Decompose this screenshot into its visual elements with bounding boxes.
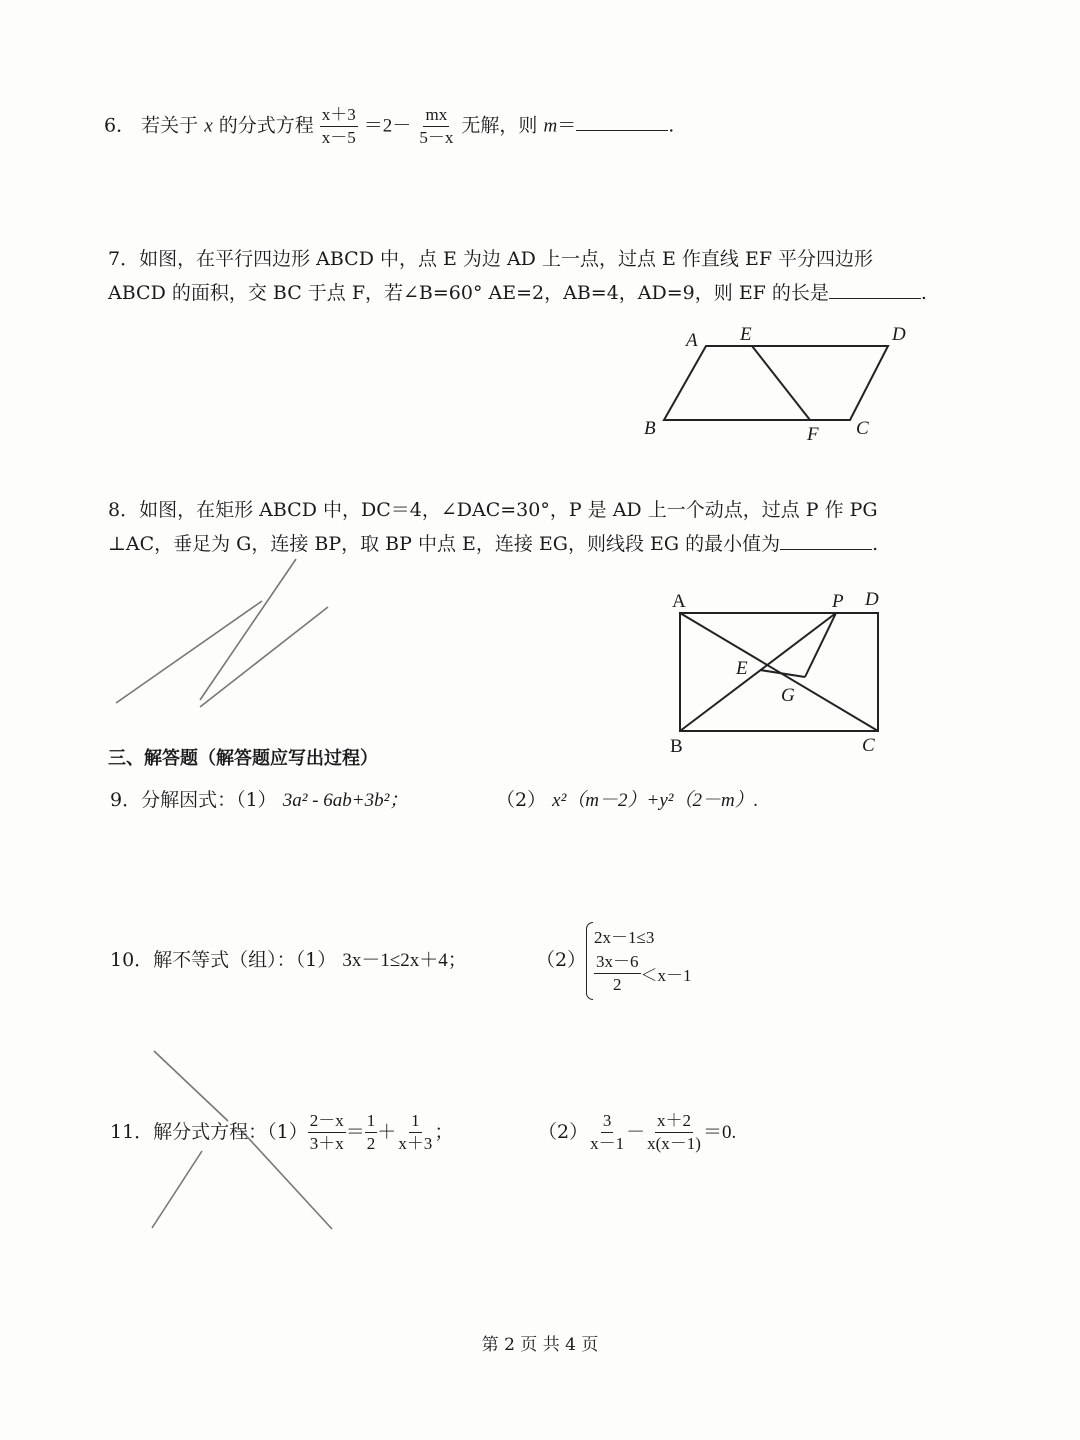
q7-answer-blank[interactable] — [829, 296, 921, 299]
q6-f1-numerator: x＋3 — [320, 106, 358, 127]
q11-frac-a — [308, 1112, 346, 1153]
q7-parallelogram-figure — [630, 318, 930, 448]
label-g: G — [781, 685, 795, 706]
q10-label: 10．解不等式（组）：（1） — [110, 949, 337, 971]
question-7-line-2 — [108, 284, 927, 303]
q10-system-brace — [586, 922, 593, 1000]
question-11 — [110, 1112, 453, 1153]
label-f: F — [807, 424, 819, 445]
question-11-part-2 — [538, 1112, 736, 1153]
question-8-line-1: 8．如图，在矩形 ABCD 中，DC＝4，∠DAC=30°，P 是 AD 上一个动点，过点 P 作 PG — [108, 499, 878, 521]
q6-eq-sign: ＝ — [557, 114, 577, 137]
q11-rhs: ＝0. — [702, 1121, 737, 1143]
q6-answer-blank[interactable] — [576, 128, 668, 131]
pencil-strokes-q8 — [110, 555, 340, 715]
q11-frac-b — [365, 1112, 378, 1153]
label-b: B — [670, 736, 683, 756]
q7-end: . — [920, 282, 927, 304]
label-c: C — [856, 418, 869, 439]
question-7-line-1: 7．如图，在平行四边形 ABCD 中，点 E 为边 AD 上一点，过点 E 作直线 EF 平分四边形 — [108, 248, 874, 270]
q10-ineq2-fraction — [594, 953, 641, 994]
q11-frac-e — [645, 1112, 703, 1153]
q6-number: 6． — [104, 114, 136, 137]
question-9-part-2 — [496, 791, 758, 810]
q11-b-den: 2 — [366, 1133, 376, 1153]
q6-fraction-2 — [417, 106, 455, 147]
q6-f1-denominator: x－5 — [321, 127, 356, 147]
q10-part-1: 3x－1≤2x＋4； — [342, 950, 467, 971]
q6-f2-denominator: 5－x — [419, 127, 454, 147]
question-9 — [110, 791, 408, 810]
label-d: D — [865, 589, 879, 610]
q10-ineq2-rhs: ＜x－1 — [640, 965, 692, 985]
q11-a-den: 3＋x — [309, 1133, 344, 1153]
q11-minus: － — [626, 1121, 646, 1143]
q8-line-2-text: ⊥AC，垂足为 G，连接 BP，取 BP 中点 E，连接 EG，则线段 EG 的最小值为 — [108, 533, 781, 555]
q11-e-den: x(x－1) — [647, 1133, 701, 1153]
segment-eg — [760, 670, 805, 677]
q6-text-mid: 的分式方程 — [218, 114, 314, 137]
label-a: A — [686, 330, 698, 351]
q10-inequality-1: 2x－1≤3 — [594, 928, 655, 947]
q6-text-pre: 若关于 — [141, 114, 199, 137]
q9-part-2: x²（m－2）+y²（2－m）. — [552, 790, 759, 811]
segment-bp — [680, 613, 836, 731]
section-3-title: 三、解答题（解答题应写出过程） — [108, 748, 378, 769]
q11-d-num: 3 — [601, 1112, 614, 1133]
label-p: P — [832, 591, 844, 612]
q10-p2-label: （2） — [536, 949, 587, 971]
label-a: A — [672, 591, 686, 612]
q11-label: 11．解分式方程：（1） — [110, 1120, 308, 1143]
q8-rectangle-figure — [660, 586, 900, 756]
q8-end: . — [872, 533, 879, 555]
q11-frac-d — [588, 1112, 626, 1153]
q9-label: 9．分解因式：（1） — [110, 789, 277, 811]
q9-part-1: 3a² - 6ab+3b²； — [282, 790, 409, 811]
label-d: D — [892, 324, 906, 345]
q10-inequality-2 — [594, 953, 692, 994]
page-footer: 第 2 页 共 4 页 — [481, 1335, 599, 1355]
q11-b-num: 1 — [365, 1112, 378, 1133]
label-c: C — [862, 735, 875, 756]
q6-equals: ＝2－ — [363, 115, 412, 137]
q11-eq: ＝ — [345, 1121, 365, 1143]
q10-ineq2-numerator: 3x－6 — [594, 953, 641, 974]
question-6 — [104, 106, 674, 147]
segment-pg — [805, 613, 836, 677]
q11-plus: ＋ — [377, 1121, 397, 1143]
q6-fraction-1 — [320, 106, 358, 147]
question-8-line-2 — [108, 535, 878, 554]
q11-p2-label: （2） — [538, 1120, 589, 1143]
q6-var-x: x — [204, 115, 213, 137]
q11-frac-c — [396, 1112, 434, 1153]
parallelogram-abcd — [664, 346, 888, 420]
label-b: B — [644, 418, 656, 439]
q11-semi: ； — [434, 1120, 454, 1143]
q11-d-den: x－1 — [590, 1133, 625, 1153]
q6-end: . — [668, 114, 675, 137]
segment-ef — [752, 346, 810, 420]
q11-c-num: 1 — [409, 1112, 422, 1133]
q9-p2-label: （2） — [496, 789, 547, 811]
q8-answer-blank[interactable] — [780, 547, 872, 550]
q11-e-num: x＋2 — [655, 1112, 693, 1133]
label-e: E — [736, 658, 748, 679]
q10-ineq2-denominator: 2 — [613, 974, 622, 994]
label-e: E — [740, 324, 752, 345]
q6-text-post: 无解，则 — [461, 114, 538, 137]
q11-a-num: 2－x — [308, 1112, 346, 1133]
q11-c-den: x＋3 — [398, 1133, 433, 1153]
q7-line-2-text: ABCD 的面积，交 BC 于点 F，若∠B=60° AE=2，AB=4，AD=9，则 EF 的长是 — [108, 282, 829, 304]
q6-f2-numerator: mx — [423, 106, 449, 127]
q6-var-m: m — [543, 115, 558, 137]
question-10 — [110, 951, 467, 970]
